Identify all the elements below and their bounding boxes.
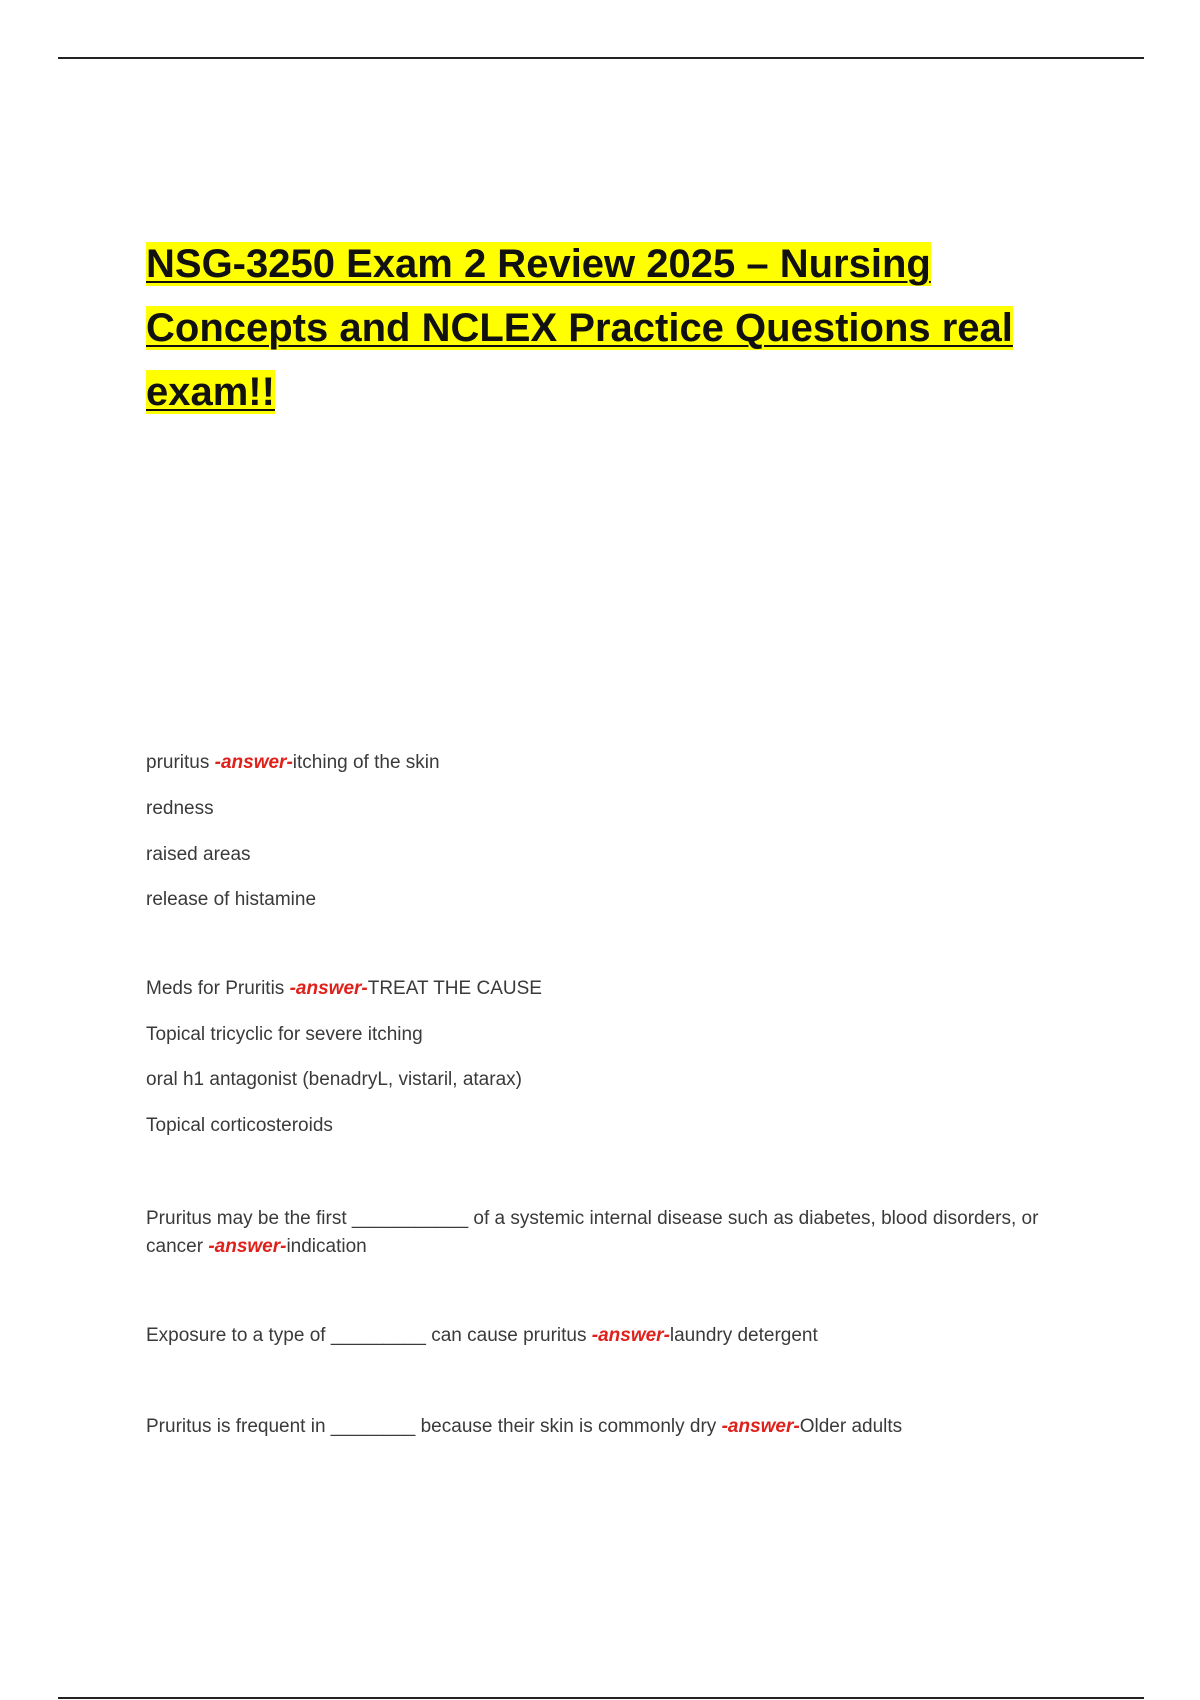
answer-text: indication bbox=[286, 1236, 367, 1257]
bottom-rule bbox=[58, 1697, 1144, 1699]
answer-text: TREAT THE CAUSE bbox=[367, 978, 542, 999]
document-title bbox=[146, 232, 1066, 424]
answer-tag: -answer- bbox=[591, 1325, 670, 1346]
question-text: Pruritus may be the first ___________ of a systemic internal disease such as diabetes, blood disorders, or cancer bbox=[146, 1208, 1039, 1257]
answer-line: Topical tricyclic for severe itching bbox=[146, 1024, 423, 1045]
title-line-2: Concepts and NCLEX Practice Questions real bbox=[146, 306, 1013, 350]
answer-line: Topical corticosteroids bbox=[146, 1115, 333, 1136]
top-rule bbox=[58, 57, 1144, 59]
qa-line bbox=[146, 1205, 1096, 1261]
question-text: Pruritus is frequent in ________ because their skin is commonly dry bbox=[146, 1416, 722, 1437]
qa-line bbox=[146, 752, 1096, 798]
answer-tag: -answer- bbox=[208, 1236, 287, 1257]
question-text: Exposure to a type of _________ can cause pruritus bbox=[146, 1325, 592, 1346]
answer-line: release of histamine bbox=[146, 889, 317, 910]
question-text: Meds for Pruritis bbox=[146, 978, 290, 999]
qa-entry-meds-for-pruritis bbox=[146, 978, 1096, 1137]
qa-entry-older-adults bbox=[146, 1416, 1096, 1438]
qa-entry-laundry-detergent bbox=[146, 1325, 1096, 1347]
qa-line bbox=[146, 1416, 1096, 1438]
answer-text: laundry detergent bbox=[669, 1325, 818, 1346]
answer-line: raised areas bbox=[146, 844, 251, 865]
answer-tag: -answer- bbox=[721, 1416, 800, 1437]
title-line-3: exam!! bbox=[146, 370, 275, 414]
answer-line: oral h1 antagonist (benadryL, vistaril, atarax) bbox=[146, 1069, 522, 1090]
answer-line: redness bbox=[146, 798, 214, 819]
answer-text: Older adults bbox=[799, 1416, 903, 1437]
qa-entry-pruritus bbox=[146, 752, 1096, 911]
title-line-1: NSG-3250 Exam 2 Review 2025 – Nursing bbox=[146, 242, 931, 286]
question-text: pruritus bbox=[146, 752, 215, 773]
answer-text: itching of the skin bbox=[292, 752, 440, 773]
answer-tag: -answer- bbox=[289, 978, 368, 999]
qa-line bbox=[146, 978, 1096, 1024]
answer-tag: -answer- bbox=[214, 752, 293, 773]
qa-entry-indication bbox=[146, 1205, 1096, 1261]
qa-line bbox=[146, 1325, 1096, 1347]
